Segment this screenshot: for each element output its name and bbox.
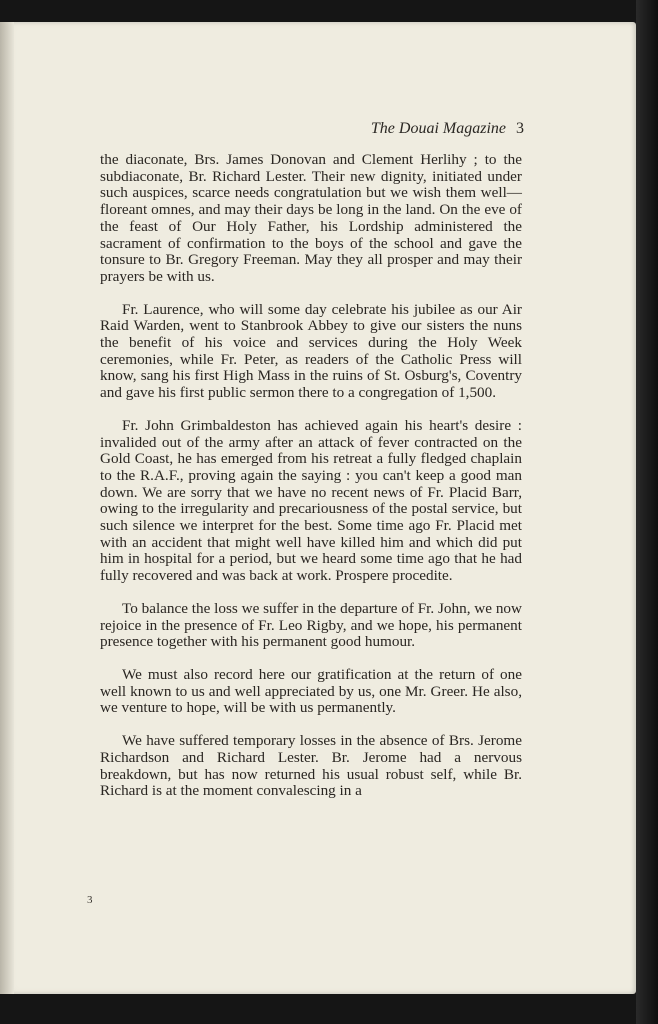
page-number: 3 [516, 120, 524, 137]
paragraph-fr-laurence: Fr. Laurence, who will some day celebrate his jubilee as our Air Raid Warden, went to Stanbrook Abbey to give our sisters the nuns the benefit of his voice and services during the Holy Week ceremonies, while Fr. Peter, as readers of the Catholic Press will know, sang his first High Mass in the ruins of St. Osburg's, Coventry and gave his first public sermon there to a congregation of 1,500. [100, 300, 522, 402]
page-gutter [0, 22, 14, 994]
paragraph-ordinations: the diaconate, Brs. James Donovan and Clement Herlihy ; to the subdiaconate, Br. Richard Lester. Their new dignity, initiated under such auspices, scarce needs congratulation but we wish them well—floreant omnes, and may their days be long in the land. On the eve of the feast of Our Holy Father, his Lordship administered the sacrament of confirmation to the boys of the school and gave the tonsure to Br. Gregory Freeman. May they all prosper and may their prayers be with us. [100, 151, 522, 285]
running-header [340, 120, 524, 138]
magazine-title: The Douai Magazine [370, 120, 506, 137]
paragraph-temporary-losses: We have suffered temporary losses in the absence of Brs. Jerome Richardson and Richard Lester. Br. Jerome had a nervous breakdown, but has now returned his usual robust self, while Br. Richard is at the moment convalescing in a [100, 732, 522, 800]
page-edge [636, 0, 658, 1024]
signature-mark: 3 [87, 894, 93, 906]
paragraph-fr-john: Fr. John Grimbaldeston has achieved again his heart's desire : invalided out of the army after an attack of fever contracted on the Gold Coast, he has emerged from his retreat a fully fledged chaplain to the R.A.F., proving again the saying : you can't keep a good man down. We are sorry that we have no recent news of Fr. Placid Barr, owing to the irregularity and precariousness of the postal service, but such silence we interpret for the best. Some time ago Fr. Placid met with an accident that might well have killed him and which did put him in hospital for a period, but we heard some time ago that he had fully recovered and was back at work. Prospere procedite. [100, 416, 522, 585]
paragraph-fr-leo: To balance the loss we suffer in the departure of Fr. John, we now rejoice in the presence of Fr. Leo Rigby, and we hope, his permanent presence together with his permanent good humour. [100, 599, 522, 651]
body-text [100, 152, 522, 816]
paragraph-mr-greer: We must also record here our gratification at the return of one well known to us and well appreciated by us, one Mr. Greer. He also, we venture to hope, will be with us permanently. [100, 665, 522, 717]
